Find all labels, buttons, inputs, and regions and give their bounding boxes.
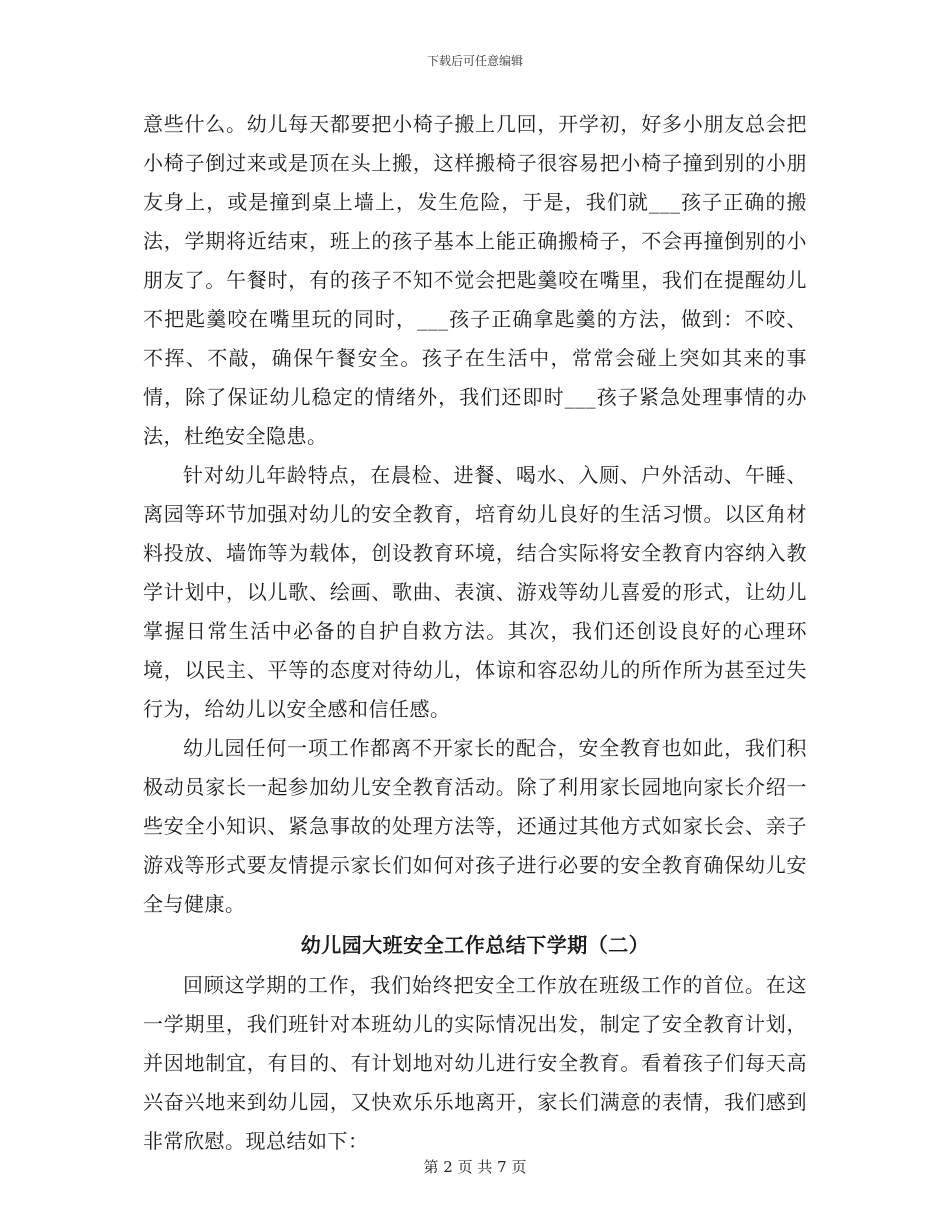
paragraph: 针对幼儿年龄特点，在晨检、进餐、喝水、入厕、户外活动、午睡、离园等环节加强对幼儿的安全教育，培育幼儿良好的生活习惯。以区角材料投放、墙饰等为载体，创设教育环境，结合实际将安全教育内容纳入教学计划中，以儿歌、绘画、歌曲、表演、游戏等幼儿喜爱的形式，让幼儿掌握日常生活中必备的自护自救方法。其次，我们还创设良好的心理环境，以民主、平等的态度对待幼儿，体谅和容忍幼儿的所作所为甚至过失行为，给幼儿以安全感和信任感。: [143, 463, 807, 721]
paragraph: 意些什么。幼儿每天都要把小椅子搬上几回，开学初，好多小朋友总会把小椅子倒过来或是顶在头上搬，这样搬椅子很容易把小椅子撞到别的小朋友身上，或是撞到桌上墙上，发生危险，于是，我们就___孩子正确的搬法，学期将近结束，班上的孩子基本上能正确搬椅子，不会再撞倒别的小朋友了。午餐时，有的孩子不知不觉会把匙羹咬在嘴里，我们在提醒幼儿不把匙羹咬在嘴里玩的同时，___孩子正确拿匙羹的方法，做到：不咬、不挥、不敲，确保午餐安全。孩子在生活中，常常会碰上突如其来的事情，除了保证幼儿稳定的情绪外，我们还即时___孩子紧急处理事情的办法，杜绝安全隐患。: [143, 112, 807, 448]
paragraph: 幼儿园任何一项工作都离不开家长的配合，安全教育也如此，我们积极动员家长一起参加幼儿安全教育活动。除了利用家长园地向家长介绍一些安全小知识、紧急事故的处理方法等，还通过其他方式如家长会、亲子游戏等形式要友情提示家长们如何对孩子进行必要的安全教育确保幼儿安全与健康。: [143, 736, 807, 916]
page-header: 下载后可任意编辑: [426, 54, 523, 68]
page-footer: 第 2 页 共 7 页: [423, 1158, 527, 1176]
paragraph: 回顾这学期的工作，我们始终把安全工作放在班级工作的首位。在这一学期里，我们班针对本班幼儿的实际情况出发，制定了安全教育计划，并因地制宜，有目的、有计划地对幼儿进行安全教育。看着孩子们每天高兴奋兴地来到幼儿园，又快欢乐乐地离开，家长们满意的表情，我们感到非常欣慰。现总结如下：: [143, 973, 807, 1153]
section-title: 幼儿园大班安全工作总结下学期（二）: [300, 933, 650, 957]
document-body: [143, 105, 807, 1161]
